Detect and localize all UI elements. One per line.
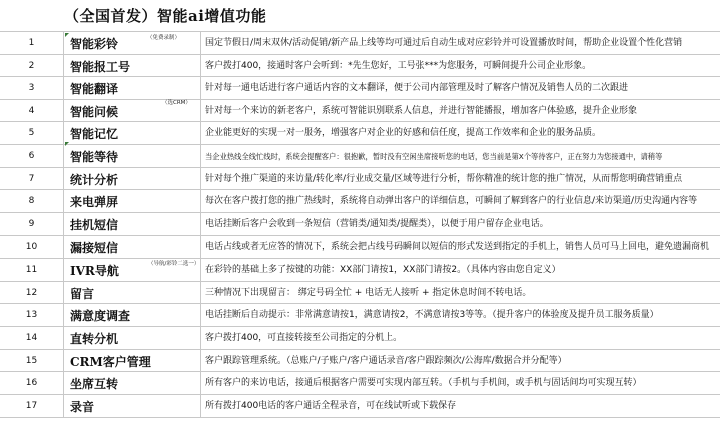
row-number: 1 <box>0 32 64 54</box>
feature-description: 针对每个推广渠道的来访量/转化率/行业成交量/区域等进行分析，帮你精准的统计您的推广情况，从而帮您明确营销重点 <box>205 174 683 184</box>
row-number: 6 <box>0 145 64 167</box>
table-row <box>0 32 720 55</box>
feature-name: 录音 <box>64 395 201 417</box>
note-free-recording: （免费录制） <box>147 35 181 41</box>
table-row <box>0 168 720 190</box>
feature-description: 企业能更好的实现一对一服务，增强客户对企业的好感和信任度，提高工作效率和企业的服务品质。 <box>205 128 602 138</box>
row-number: 13 <box>0 304 64 326</box>
table-row <box>0 213 720 236</box>
table-row <box>0 372 720 395</box>
row-number: 4 <box>0 100 64 121</box>
table-row <box>0 304 720 327</box>
feature-name: 智能报工号 <box>64 55 201 76</box>
feature-description: 电话挂断后客户会收到一条短信（营销类/通知类/提醒类），以便于用户留存企业电话。 <box>205 219 549 229</box>
feature-description: 国定节假日/周末双休/活动促销/新产品上线等均可通过后自动生成对应彩铃并可设置播放时间，帮助企业设置个性化营销 <box>205 38 683 48</box>
table-row <box>0 100 720 122</box>
feature-description: 电话占线或者无应答的情况下，系统会把占线号码瞬间以短信的形式发送到指定的手机上，销售人员可马上回电，避免遗漏商机 <box>205 242 710 252</box>
row-number: 10 <box>0 236 64 258</box>
table-row <box>0 145 720 168</box>
row-number: 8 <box>0 190 64 212</box>
table-row <box>0 236 720 259</box>
row-number: 11 <box>0 259 64 281</box>
table-row <box>0 55 720 77</box>
feature-description: 当企业热线全线忙线时，系统会提醒客户：很抱歉，暂时没有空闲坐席接听您的电话，您当前是第X个等待客户，正在努力为您接通中，请稍等 <box>205 152 663 161</box>
table-row <box>0 350 720 372</box>
row-number: 5 <box>0 122 64 144</box>
feature-description: 电话挂断后自动提示：非常满意请按1，满意请按2，不满意请按3等等。（提升客户的体验度及提升员工服务质量） <box>205 310 659 320</box>
table-row <box>0 282 720 304</box>
title-row <box>0 0 720 32</box>
feature-name: 坐席互转 <box>64 372 201 394</box>
comment-marker <box>65 142 69 146</box>
feature-name: 满意度调查 <box>64 304 201 326</box>
feature-name: 智能彩铃 <box>64 32 201 54</box>
row-number: 16 <box>0 372 64 394</box>
feature-description: 客户拨打400，可直接转接至公司指定的分机上。 <box>205 333 403 343</box>
feature-description: 在彩铃的基础上多了按键的功能：XX部门请按1，XX部门请按2。（具体内容由您自定义） <box>205 265 561 275</box>
row-number: 3 <box>0 77 64 99</box>
feature-name: 挂机短信 <box>64 213 201 235</box>
table-row <box>0 77 720 100</box>
feature-description: 三种情况下出现留言： 绑定号码全忙 + 电话无人接听 + 指定休息时间不转电话。 <box>205 288 532 298</box>
feature-name: 智能等待 <box>64 145 201 167</box>
note-crm: （选CRM） <box>162 100 191 106</box>
feature-description: 所有客户的来访电话，接通后根据客户需要可实现内部互转。（手机与手机间，或手机与固话间均可实现互转） <box>205 378 642 388</box>
feature-description: 针对每一通电话进行客户通话内容的文本翻译，便于公司内部管理及时了解客户情况及销售人员的二次跟进 <box>205 83 629 93</box>
table-row <box>0 395 720 418</box>
row-number: 17 <box>0 395 64 417</box>
feature-name: IVR导航 <box>64 259 201 281</box>
feature-description: 客户跟踪管理系统。（总账户/子账户/客户通话录音/客户跟踪频次/公海库/数据合并分配等） <box>205 356 567 366</box>
feature-name: 智能翻译 <box>64 77 201 99</box>
feature-description: 所有拨打400电话的客户通话全程录音，可在线试听或下载保存 <box>205 401 457 411</box>
row-number: 7 <box>0 168 64 189</box>
comment-marker <box>65 33 69 37</box>
table-row <box>0 122 720 145</box>
feature-name: 漏接短信 <box>64 236 201 258</box>
feature-name: CRM客户管理 <box>64 350 201 371</box>
feature-name: 来电弹屏 <box>64 190 201 212</box>
feature-description: 每次在客户拨打您的推广热线时，系统将自动弹出客户的详细信息，可瞬间了解到客户的行业信息/来访渠道/历史沟通内容等 <box>205 196 698 206</box>
row-number: 15 <box>0 350 64 371</box>
row-number: 2 <box>0 55 64 76</box>
row-number: 14 <box>0 327 64 349</box>
table-row <box>0 327 720 350</box>
feature-name: 统计分析 <box>64 168 201 189</box>
table-row <box>0 190 720 213</box>
page-title: （全国首发）智能ai增值功能 <box>64 7 267 25</box>
feature-description: 客户拨打400，接通时客户会听到：*先生您好，工号张***为您服务，可瞬间提升公司企业形象。 <box>205 61 592 71</box>
feature-name: 智能记忆 <box>64 122 201 144</box>
row-number: 12 <box>0 282 64 303</box>
note-ivr: （导航/彩铃二选一） <box>148 261 200 267</box>
feature-name: 留言 <box>64 282 201 303</box>
feature-description: 针对每一个来访的新老客户，系统可智能识别联系人信息，并进行智能播报，增加客户体验感，提升企业形象 <box>205 106 638 116</box>
feature-name: 智能问候 <box>64 100 201 121</box>
row-number: 9 <box>0 213 64 235</box>
table-row <box>0 259 720 282</box>
feature-name: 直转分机 <box>64 327 201 349</box>
